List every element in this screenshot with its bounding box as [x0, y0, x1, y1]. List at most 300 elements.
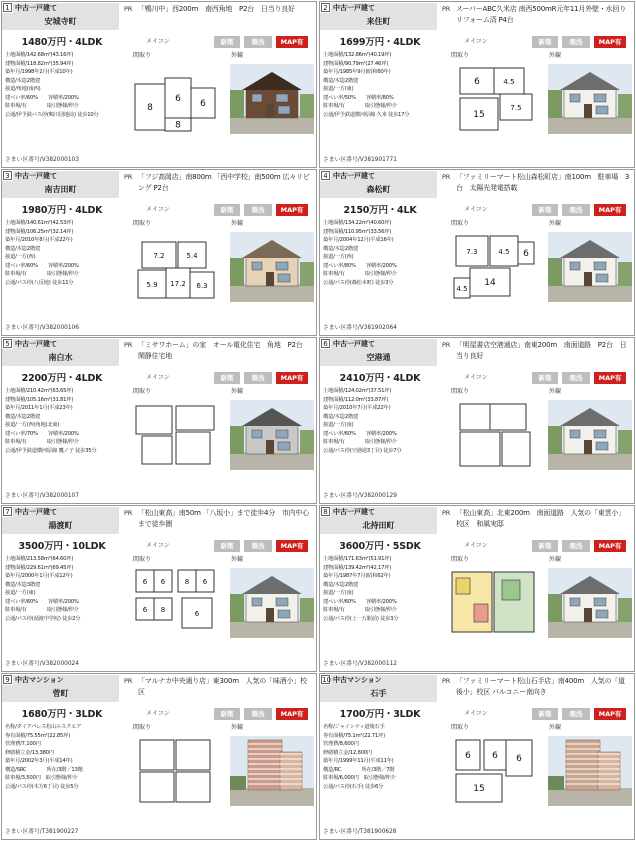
- compare-button[interactable]: 築浅: [562, 204, 590, 216]
- spec-line: 公通/バス停(木方6丁目) 徒歩5分: [5, 783, 79, 790]
- listing-number: 3: [3, 171, 12, 180]
- pr-description: 「フジ高岡店」南800m 「西中学校」南500m 広々リビング P2台: [138, 173, 310, 192]
- town-name[interactable]: 空港通: [320, 349, 437, 366]
- room-outline: [176, 740, 210, 770]
- listing-number: 8: [321, 507, 330, 516]
- map-button[interactable]: MAP有: [594, 540, 626, 552]
- spec-line: 土地面積/213.58m²(64.60坪): [5, 556, 74, 562]
- reference-number: さまい区番号/V381902064: [323, 325, 397, 331]
- contact-label[interactable]: メイコン: [146, 542, 170, 549]
- price-layout: 1480万円・4LDK: [21, 37, 103, 48]
- room-outline: [140, 772, 174, 802]
- reference-number: さまい区番号/V382000107: [5, 493, 79, 499]
- property-type: 中古マンション: [13, 675, 119, 685]
- new-button[interactable]: 新築: [532, 540, 558, 552]
- floor-plan-label: 間取り: [451, 220, 470, 227]
- pr-text: [442, 172, 632, 194]
- room-outline: [460, 404, 490, 430]
- spec-line: 築年月/2004年12月(平成16年): [323, 237, 394, 243]
- room-size-label: 6: [474, 77, 480, 87]
- room-size-label: 6.3: [196, 282, 208, 290]
- floor-plan-drawing: [450, 568, 536, 638]
- spec-line: 建ぺい率/60% 容積率/200%: [5, 598, 79, 605]
- spec-line: 公通/バス停(石手) 徒歩6分: [323, 783, 384, 790]
- room-size-label: 6: [465, 751, 471, 761]
- reference-number: さまい区番号/T381900227: [5, 829, 79, 835]
- listing-number: 4: [321, 171, 330, 180]
- house-photo-drawing: [230, 232, 314, 302]
- contact-label[interactable]: メイコン: [464, 374, 488, 381]
- listing-card[interactable]: [1, 169, 317, 336]
- compare-button[interactable]: 築浅: [562, 540, 590, 552]
- card-header: [320, 170, 440, 200]
- spec-line: 公通/伊予鉄バス停(鴨川団地前) 徒歩10分: [5, 111, 99, 118]
- spec-line: 建ぺい率/60% 容積率/200%: [5, 94, 79, 101]
- pr-tag: PR: [124, 341, 133, 349]
- floor-plan-image[interactable]: [132, 568, 218, 638]
- spec-line: 土地面積/142.68m²(43.16坪): [5, 52, 74, 58]
- contact-label[interactable]: メイコン: [146, 206, 170, 213]
- pr-description: 「ファミリーマート松山石手店」南400m 人気の「道後小」校区 バルコニー南向き: [456, 677, 625, 696]
- spec-line: 駐車場/有 取引態様/仲介: [5, 607, 79, 613]
- listing-card[interactable]: [1, 505, 317, 672]
- exterior-label: 外観: [549, 52, 562, 59]
- contact-label[interactable]: メイコン: [464, 38, 488, 45]
- spec-line: 建物面積/90.79m²(27.46坪): [323, 60, 389, 67]
- spec-line: 築年月/1987年7月(昭和62年): [323, 573, 391, 579]
- room-size-label: 6: [142, 606, 148, 614]
- spec-line: 構造/木造2階建: [5, 245, 40, 252]
- spec-line: 建ぺい率/70% 容積率/200%: [5, 430, 79, 437]
- spec-line: 修繕積立金/13,380円: [5, 749, 54, 756]
- pr-tag: PR: [124, 677, 133, 685]
- floor-plan-image[interactable]: [450, 64, 536, 134]
- compare-button[interactable]: 築浅: [562, 708, 590, 720]
- town-name[interactable]: 南白水: [2, 349, 119, 366]
- pr-text: [124, 676, 314, 698]
- pr-tag: PR: [442, 341, 451, 349]
- spec-list: [323, 51, 441, 119]
- exterior-label: 外観: [549, 220, 562, 227]
- listing-card[interactable]: [319, 505, 635, 672]
- room-size-label: 6: [202, 578, 208, 586]
- room-size-label: 4.5: [498, 248, 510, 256]
- button-row: [440, 708, 634, 720]
- compare-button[interactable]: 築浅: [244, 204, 272, 216]
- spec-line: 管理費/8,600円: [323, 741, 359, 747]
- spec-line: 建ぺい率/80% 容積率/200%: [323, 262, 397, 269]
- new-button[interactable]: 新築: [214, 708, 240, 720]
- pr-text: [124, 340, 314, 362]
- room-size-label: 6: [160, 578, 166, 586]
- pr-text: [442, 508, 632, 530]
- listing-card[interactable]: [319, 337, 635, 504]
- pr-tag: PR: [442, 173, 451, 181]
- reference-number: さまい区番号/V382000103: [5, 157, 79, 163]
- floor-plan-image[interactable]: [450, 400, 536, 470]
- room-outline: [456, 578, 470, 594]
- spec-line: 建物面積/105.16m²(31.81坪): [5, 396, 74, 403]
- spec-line: 建ぺい率/60% 容積率/200%: [323, 430, 397, 437]
- spec-line: 公通/バス停(森松本町) 徒歩3分: [323, 279, 394, 286]
- spec-line: 築年月/2010年7月(平成22年): [323, 405, 391, 411]
- listing-number: 10: [322, 676, 331, 684]
- spec-line: 名称/ダイアパレス松山ルスクエア: [5, 724, 82, 730]
- pr-description: 「明屋書店空港通店」南東200m 南面道路 P2台 日当り良好: [456, 341, 627, 360]
- exterior-photo[interactable]: [548, 736, 632, 806]
- house-photo-drawing: [548, 568, 632, 638]
- floor-plan-drawing: [450, 736, 536, 806]
- compare-button[interactable]: 築浅: [244, 708, 272, 720]
- spec-line: 構造/木造2階建: [323, 413, 358, 420]
- room-outline: [502, 432, 530, 466]
- floor-plan-label: 間取り: [451, 388, 470, 395]
- map-button[interactable]: MAP有: [276, 540, 308, 552]
- exterior-label: 外観: [549, 388, 562, 395]
- room-size-label: 6: [194, 610, 200, 618]
- spec-line: 築年月/2010年8月(平成22年): [5, 237, 73, 243]
- listing-number: 6: [321, 339, 330, 348]
- spec-line: 築年月/2011年1月(平成23年): [5, 405, 73, 411]
- floor-plan-drawing: [132, 568, 218, 638]
- room-size-label: 6: [523, 249, 529, 259]
- spec-line: 駐車場/有 取引態様/仲介: [323, 439, 397, 445]
- room-size-label: 6: [142, 578, 148, 586]
- room-outline: [176, 432, 210, 464]
- room-size-label: 6: [492, 751, 498, 761]
- room-size-label: 6: [516, 754, 522, 764]
- pr-text: [124, 508, 314, 530]
- new-button[interactable]: 新築: [532, 36, 558, 48]
- new-button[interactable]: 新築: [532, 204, 558, 216]
- spec-line: 公通/バス停(湯渡中学校) 徒歩2分: [5, 615, 81, 622]
- town-name[interactable]: 北持田町: [320, 517, 437, 534]
- spec-line: 構造/RC 所在/3階／7階: [323, 766, 395, 773]
- floor-plan-drawing: [132, 232, 218, 302]
- compare-button[interactable]: 築浅: [562, 36, 590, 48]
- card-header: [2, 506, 122, 536]
- exterior-label: 外観: [231, 220, 244, 227]
- map-button[interactable]: MAP有: [276, 708, 308, 720]
- room-outline: [136, 406, 172, 434]
- floor-plan-label: 間取り: [133, 556, 152, 563]
- reference-number: さまい区番号/V382000112: [323, 661, 397, 667]
- room-outline: [502, 580, 520, 600]
- spec-line: 公通/バス停(八反地) 徒歩11分: [5, 279, 74, 286]
- spec-line: 築年月/1999年11月(平成11年): [323, 758, 394, 764]
- exterior-label: 外観: [231, 556, 244, 563]
- compare-button[interactable]: 築浅: [244, 36, 272, 48]
- floor-plan-label: 間取り: [451, 52, 470, 59]
- new-button[interactable]: 新築: [532, 708, 558, 720]
- spec-line: 駐車場/有 取引態様/仲介: [323, 607, 397, 613]
- spec-line: 構造/木造2階建: [5, 413, 40, 420]
- pr-description: 「松山東高」北東200m 南面道路 人気の「東雲小」校区 和風実邸: [456, 509, 625, 528]
- spec-line: 築年月/2000年1月(平成12年): [5, 573, 73, 579]
- spec-list: [5, 555, 123, 623]
- contact-label[interactable]: メイコン: [146, 38, 170, 45]
- new-button[interactable]: 新築: [532, 372, 558, 384]
- pr-text: [124, 172, 314, 194]
- spec-line: 接道/一方(南): [323, 590, 354, 596]
- spec-line: 建ぺい率/50% 容積率/80%: [323, 94, 394, 101]
- contact-label[interactable]: メイコン: [464, 542, 488, 549]
- card-header: [2, 674, 122, 704]
- spec-line: 建物面積/139.42m²(42.17坪): [323, 564, 392, 571]
- contact-label[interactable]: メイコン: [464, 206, 488, 213]
- compare-button[interactable]: 築浅: [562, 372, 590, 384]
- house-photo-drawing: [548, 400, 632, 470]
- spec-line: 建物面積/112.0m²(33.87坪): [323, 396, 389, 403]
- button-row: [122, 36, 316, 48]
- room-outline: [176, 772, 210, 802]
- pr-description: 「ミサワホーム」の家 オール電化住宅 角地 P2台 閑静住宅地: [138, 341, 310, 360]
- pr-tag: PR: [124, 173, 133, 181]
- floor-plan-image[interactable]: [450, 232, 536, 302]
- map-button[interactable]: MAP有: [276, 204, 308, 216]
- exterior-photo[interactable]: [230, 64, 314, 134]
- listing-grid: [1, 1, 635, 841]
- pr-tag: PR: [442, 677, 451, 685]
- pr-tag: PR: [442, 5, 451, 13]
- exterior-label: 外観: [231, 724, 244, 731]
- spec-line: 構造/木造2階建: [323, 77, 358, 84]
- floor-plan-drawing: [132, 736, 218, 806]
- price-layout: 1700万円・3LDK: [339, 709, 421, 720]
- reference-number: さまい区番号/V382000024: [5, 661, 79, 667]
- property-type: 中古一戸建て: [13, 339, 119, 349]
- listing-number: 2: [321, 3, 330, 12]
- room-size-label: 7.5: [510, 104, 522, 112]
- spec-line: 駐車場/6,000円 取引態様/仲介: [323, 775, 396, 781]
- spec-line: 構造/SRC 所在/3階／13階: [5, 766, 83, 773]
- floor-plan-drawing: [450, 64, 536, 134]
- map-button[interactable]: MAP有: [276, 372, 308, 384]
- listing-card[interactable]: [1, 337, 317, 504]
- map-button[interactable]: MAP有: [594, 372, 626, 384]
- floor-plan-label: 間取り: [133, 52, 152, 59]
- pr-text: [442, 676, 632, 698]
- room-size-label: 17.2: [170, 280, 186, 288]
- room-size-label: 7.2: [153, 252, 165, 260]
- map-button[interactable]: MAP有: [594, 204, 626, 216]
- room-outline: [474, 604, 488, 622]
- floor-plan-label: 間取り: [451, 556, 470, 563]
- floor-plan-image[interactable]: [132, 232, 218, 302]
- contact-label[interactable]: メイコン: [464, 710, 488, 717]
- spec-line: 土地面積/210.42m²(63.65坪): [5, 388, 74, 394]
- exterior-photo[interactable]: [230, 568, 314, 638]
- room-size-label: 5.4: [186, 252, 198, 260]
- listing-card[interactable]: [319, 673, 635, 840]
- pr-text: [442, 4, 632, 26]
- spec-list: [323, 387, 441, 455]
- room-size-label: 6: [175, 94, 181, 104]
- room-size-label: 8: [147, 103, 153, 113]
- spec-line: 公通/バス停(空港通3丁目) 徒歩7分: [323, 447, 402, 454]
- card-header: [2, 2, 122, 32]
- price-layout: 2200万円・4LDK: [21, 373, 103, 384]
- new-button[interactable]: 新築: [214, 372, 240, 384]
- spec-line: 駐車場/有 取引態様/仲介: [5, 439, 79, 445]
- spec-line: 建ぺい率/60% 容積率/200%: [5, 262, 79, 269]
- town-name[interactable]: 菅町: [2, 685, 119, 702]
- house-photo-drawing: [230, 736, 314, 806]
- price-layout: 3500万円・10LDK: [18, 541, 106, 552]
- floor-plan-image[interactable]: [450, 568, 536, 638]
- spec-line: 接道/一方(西): [5, 254, 36, 260]
- property-type: 中古一戸建て: [331, 3, 437, 13]
- exterior-photo[interactable]: [548, 232, 632, 302]
- spec-line: 管理費/7,100円: [5, 741, 41, 747]
- map-button[interactable]: MAP有: [594, 708, 626, 720]
- spec-line: 土地面積/134.22m²(40.60坪): [323, 220, 392, 226]
- house-photo-drawing: [230, 64, 314, 134]
- property-type: 中古マンション: [331, 675, 437, 685]
- button-row: [122, 204, 316, 216]
- spec-line: 構造/木造2階建: [323, 245, 358, 252]
- room-size-label: 8: [184, 578, 190, 586]
- spec-line: 接道/一方(西): [323, 254, 354, 260]
- room-outline: [490, 404, 526, 430]
- map-button[interactable]: MAP有: [594, 36, 626, 48]
- exterior-photo[interactable]: [548, 568, 632, 638]
- floor-plan-label: 間取り: [133, 388, 152, 395]
- contact-label[interactable]: メイコン: [146, 374, 170, 381]
- town-name[interactable]: 湯渡町: [2, 517, 119, 534]
- listing-card[interactable]: [1, 673, 317, 840]
- spec-line: 専有面積/75.1m²(22.71坪): [323, 732, 385, 739]
- town-name[interactable]: 安城寺町: [2, 13, 119, 30]
- exterior-photo[interactable]: [548, 64, 632, 134]
- listing-card[interactable]: [319, 169, 635, 336]
- new-button[interactable]: 新築: [214, 36, 240, 48]
- spec-line: 建物面積/118.82m²(35.94坪): [5, 60, 74, 67]
- floor-plan-label: 間取り: [133, 220, 152, 227]
- floor-plan-drawing: [132, 400, 218, 470]
- property-type: 中古一戸建て: [13, 507, 119, 517]
- spec-line: 公通/バス停(上一万駅前) 徒歩3分: [323, 615, 399, 622]
- spec-line: 土地面積/132.86m²(40.19坪): [323, 52, 392, 58]
- button-row: [122, 372, 316, 384]
- room-size-label: 8: [160, 606, 166, 614]
- exterior-photo[interactable]: [548, 400, 632, 470]
- town-name[interactable]: 森松町: [320, 181, 437, 198]
- floor-plan-drawing: [450, 232, 536, 302]
- spec-line: 専有面積/75.55m²(22.85坪): [5, 732, 71, 739]
- floor-plan-image[interactable]: [132, 64, 218, 134]
- floor-plan-image[interactable]: [450, 736, 536, 806]
- spec-list: [5, 723, 123, 791]
- floor-plan-image[interactable]: [132, 736, 218, 806]
- new-button[interactable]: 新築: [214, 540, 240, 552]
- floor-plan-image[interactable]: [132, 400, 218, 470]
- property-type: 中古一戸建て: [331, 507, 437, 517]
- house-photo-drawing: [548, 232, 632, 302]
- room-size-label: 15: [473, 110, 485, 120]
- price-layout: 2150万円・4LK: [343, 205, 417, 216]
- property-type: 中古一戸建て: [13, 171, 119, 181]
- town-name[interactable]: 来住町: [320, 13, 437, 30]
- spec-line: 建ぺい率/60% 容積率/200%: [323, 598, 397, 605]
- spec-line: 駐車場/有 取引態様/仲介: [323, 103, 397, 109]
- card-header: [2, 170, 122, 200]
- card-header: [320, 2, 440, 32]
- pr-text: [124, 4, 314, 15]
- reference-number: さまい区番号/V381901771: [323, 157, 397, 163]
- town-name[interactable]: 石手: [320, 685, 437, 702]
- card-header: [320, 674, 440, 704]
- map-button[interactable]: MAP有: [276, 36, 308, 48]
- pr-tag: PR: [124, 5, 133, 13]
- listing-card[interactable]: [319, 1, 635, 168]
- spec-line: 接道/一方(南): [323, 422, 354, 428]
- pr-tag: PR: [442, 509, 451, 517]
- spec-line: 駐車場/有 取引態様/仲介: [323, 271, 397, 277]
- spec-line: 公通/伊予鉄道横河原線 久米 徒歩17分: [323, 111, 410, 118]
- pr-description: 「鴨川中」西200m 南西角地 P2台 日当り良好: [138, 5, 295, 13]
- room-outline: [176, 406, 214, 430]
- room-outline: [142, 436, 172, 464]
- floor-plan-drawing: [450, 400, 536, 470]
- spec-line: 接道/一方(東): [323, 86, 354, 92]
- compare-button[interactable]: 築浅: [244, 540, 272, 552]
- spec-line: 築年月/1985年9月(昭和60年): [323, 69, 391, 75]
- room-size-label: 4.5: [503, 78, 515, 86]
- listing-number: 7: [3, 507, 12, 516]
- spec-line: 構造/木造2階建: [5, 77, 40, 84]
- price-layout: 3600万円・5SDK: [339, 541, 421, 552]
- new-button[interactable]: 新築: [214, 204, 240, 216]
- exterior-photo[interactable]: [230, 232, 314, 302]
- compare-button[interactable]: 築浅: [244, 372, 272, 384]
- spec-line: 接道/一方(西)角地(北東): [5, 422, 60, 428]
- room-size-label: 4.5: [456, 285, 468, 293]
- exterior-photo[interactable]: [230, 400, 314, 470]
- contact-label[interactable]: メイコン: [146, 710, 170, 717]
- spec-line: 駐車場/有 取引態様/仲介: [5, 103, 79, 109]
- button-row: [440, 204, 634, 216]
- property-type: 中古一戸建て: [331, 171, 437, 181]
- price-layout: 1980万円・4LDK: [21, 205, 103, 216]
- pr-text: [442, 340, 632, 362]
- reference-number: さまい区番号/V382000129: [323, 493, 397, 499]
- room-size-label: 5.9: [146, 281, 158, 289]
- button-row: [440, 372, 634, 384]
- exterior-label: 外観: [231, 52, 244, 59]
- exterior-label: 外観: [231, 388, 244, 395]
- pr-description: 「マルナカ中央通り店」東300m 人気の「味酒小」校区: [138, 677, 307, 696]
- spec-line: 駐車場/有 取引態様/仲介: [5, 271, 79, 277]
- spec-list: [5, 51, 123, 119]
- listing-number: 1: [3, 3, 12, 12]
- listing-card[interactable]: [1, 1, 317, 168]
- spec-line: 築年月/1998年2月(平成10年): [5, 69, 73, 75]
- price-layout: 2410万円・4LDK: [339, 373, 421, 384]
- house-photo-drawing: [230, 400, 314, 470]
- button-row: [122, 540, 316, 552]
- town-name[interactable]: 南吉田町: [2, 181, 119, 198]
- spec-list: [5, 219, 123, 287]
- room-size-label: 15: [473, 784, 485, 794]
- spec-line: 名称/ジャイシティ道後石手: [323, 724, 385, 730]
- exterior-photo[interactable]: [230, 736, 314, 806]
- price-layout: 1680万円・3LDK: [21, 709, 103, 720]
- button-row: [440, 36, 634, 48]
- room-size-label: 8: [175, 120, 181, 131]
- pr-tag: PR: [124, 509, 133, 517]
- spec-line: 修繕積立金/12,800円: [323, 749, 372, 756]
